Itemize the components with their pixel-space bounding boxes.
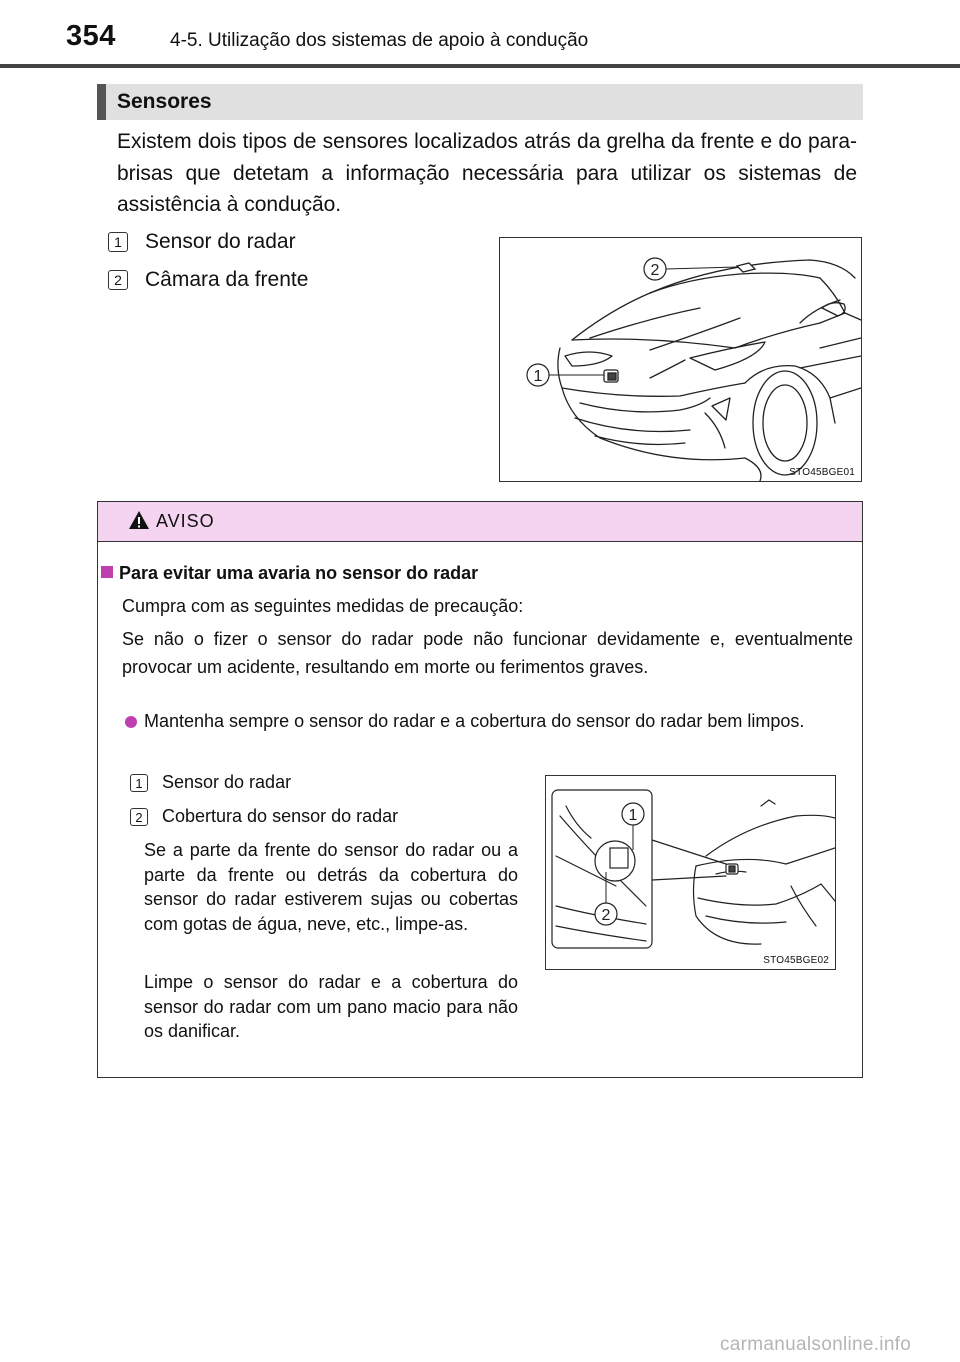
callout-2-label: 2 xyxy=(601,907,611,924)
car-front-drawing xyxy=(500,238,861,481)
car-sensors-illustration xyxy=(499,237,862,482)
round-bullet-icon xyxy=(125,716,137,728)
warning-title xyxy=(101,563,478,584)
callout-number-badge: 2 xyxy=(108,270,128,290)
figure-code: STO45BGE01 xyxy=(789,467,855,478)
warning-label: AVISO xyxy=(156,511,215,531)
legend-item-label: Cobertura do sensor do radar xyxy=(162,806,399,826)
callout-number-badge: 1 xyxy=(108,232,128,252)
section-heading-bar xyxy=(97,84,863,120)
section-intro: Existem dois tipos de sensores localizados atrás da grelha da frente e do para-brisas que detetam a informação necessária para utilizar os sistemas de assistência à condução. xyxy=(117,130,857,216)
warning-paragraph-2: Se não o fizer o sensor do radar pode não funcionar devidamente e, eventualmente provocar um acidente, resultando em morte ou ferimentos graves. xyxy=(122,629,853,677)
legend-item-label: Sensor do radar xyxy=(145,230,296,253)
callout-2-label: 2 xyxy=(650,262,660,279)
callout-number-badge: 1 xyxy=(130,774,148,792)
header-divider xyxy=(0,64,960,68)
site-watermark: carmanualsonline.info xyxy=(720,1334,912,1355)
callout-number-badge: 2 xyxy=(130,808,148,826)
cleaning-instruction-2: Limpe o sensor do radar e a cobertura do sensor do radar com um pano macio para não os danificar. xyxy=(144,972,518,1041)
square-bullet-icon xyxy=(101,566,113,578)
legend-item-label: Câmara da frente xyxy=(145,268,309,291)
chapter-title: 4-5. Utilização dos sistemas de apoio à condução xyxy=(170,30,589,51)
legend-item-label: Sensor do radar xyxy=(162,772,292,792)
warning-header xyxy=(98,502,862,542)
section-accent xyxy=(97,84,106,120)
warning-bullet-text: Mantenha sempre o sensor do radar e a cobertura do sensor do radar bem limpos. xyxy=(144,711,805,731)
callout-1-label: 1 xyxy=(628,807,638,824)
warning-paragraph-1: Cumpra com as seguintes medidas de precaução: xyxy=(122,596,524,616)
warning-triangle-icon xyxy=(128,510,150,530)
page-number: 354 xyxy=(66,20,116,52)
cleaning-instruction-1: Se a parte da frente do sensor do radar ou a parte da frente ou detrás da cobertura do sensor do radar estiverem sujas ou cobertas com gotas de água, neve, etc., limpe-as. xyxy=(144,840,518,934)
warning-title-text: Para evitar uma avaria no sensor do radar xyxy=(119,563,479,583)
figure-code: STO45BGE02 xyxy=(763,955,829,966)
callout-1-label: 1 xyxy=(533,368,543,385)
radar-sensor-closeup-illustration xyxy=(545,775,836,970)
section-title: Sensores xyxy=(117,90,212,113)
radar-closeup-drawing xyxy=(546,776,835,969)
